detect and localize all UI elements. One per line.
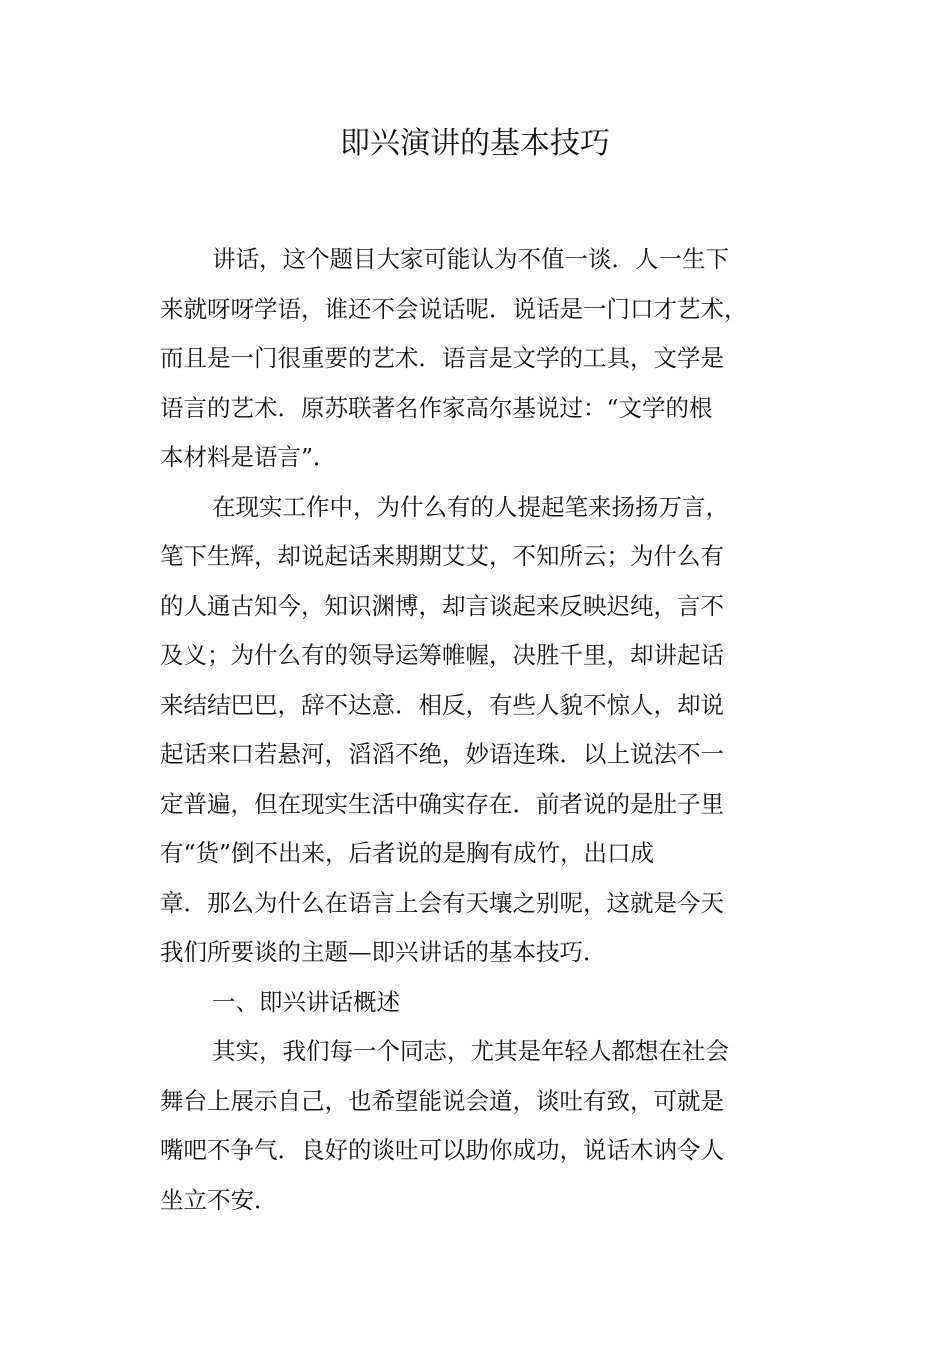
text-line: 定普遍，但在现实生活中确实存在．前者说的是肚子里 — [160, 789, 724, 818]
text-line: 坐立不安． — [160, 1185, 278, 1214]
document-body — [160, 235, 748, 1225]
document-title: 即兴演讲的基本技巧 — [340, 126, 610, 161]
text-line: 在现实工作中，为什么有的人提起笔来扬扬万言， — [212, 492, 729, 521]
text-line: 舞台上展示自己，也希望能说会道，谈吐有致，可就是 — [160, 1086, 724, 1115]
text-line: 嘴吧不争气．良好的谈吐可以助你成功，说话木讷令人 — [160, 1136, 724, 1164]
text-line: 我们所要谈的主题—即兴讲话的基本技巧． — [160, 938, 607, 966]
text-line: 及义；为什么有的领导运筹帷幄，决胜千里，却讲起话 — [160, 641, 724, 669]
text-line: 而且是一门很重要的艺术．语言是文学的工具，文学是 — [160, 344, 724, 372]
text-line: 的人通古知今，知识渊博，却言谈起来反映迟纯，言不 — [160, 591, 724, 620]
text-line: 来结结巴巴，辞不达意．相反，有些人貌不惊人，却说 — [160, 690, 724, 719]
text-line: 来就呀呀学语，谁还不会说话呢．说话是一门口才艺术， — [160, 294, 748, 323]
text-line: 本材料是语言”． — [160, 443, 337, 471]
text-line: 其实，我们每一个同志，尤其是年轻人都想在社会 — [212, 1037, 729, 1065]
text-line: 讲话，这个题目大家可能认为不值一谈．人一生下 — [212, 245, 729, 273]
text-line: 起话来口若悬河，滔滔不绝，妙语连珠．以上说法不一 — [160, 740, 724, 768]
text-line: 有“货”倒不出来，后者说的是胸有成竹，出口成 — [160, 839, 655, 867]
text-line: 笔下生辉，却说起话来期期艾艾，不知所云；为什么有 — [160, 542, 724, 570]
text-line: 章．那么为什么在语言上会有天壤之别呢，这就是今天 — [160, 888, 724, 917]
section-heading: 一、即兴讲话概述 — [212, 987, 400, 1016]
text-line: 语言的艺术．原苏联著名作家高尔基说过：“文学的根 — [160, 393, 713, 422]
